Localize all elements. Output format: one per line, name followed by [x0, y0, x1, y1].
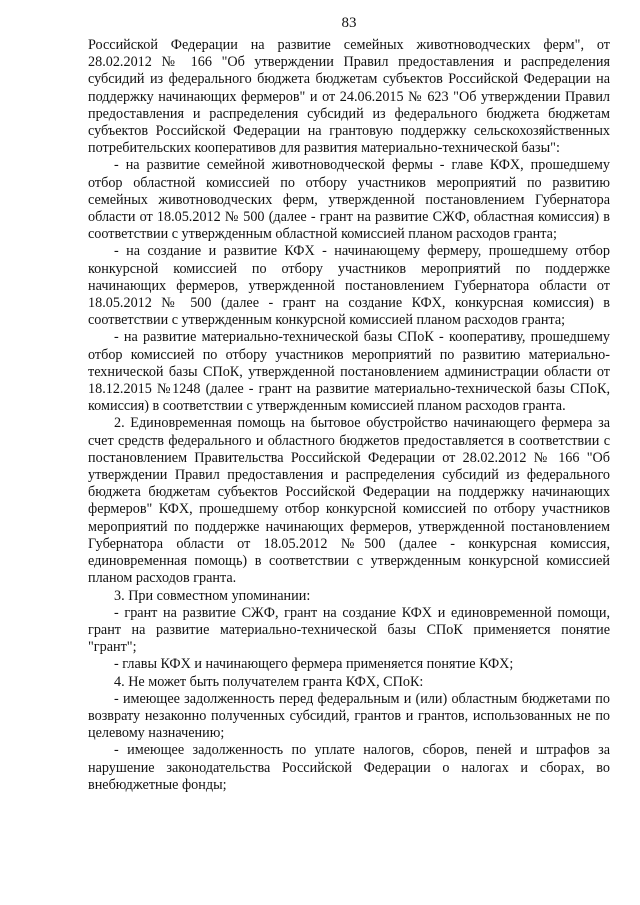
paragraph-item-3: 3. При совместном упоминании:	[114, 587, 311, 604]
paragraph-grant-szhf: - на развитие семейной животноводческой фермы - главе КФХ, прошедшему отбор областной комиссией по отбору участников мероприятий по развитию семейных животноводческих ферм, утвержденной постановлением Губернатора области от 18.05.2012 № 500 (далее - грант на развитие СЖФ, областная комиссия) в соответствии с утвержденным областной комиссией планом расходов гранта;	[88, 157, 610, 243]
page-number: 83	[341, 15, 357, 31]
paragraph-grant-kfh: - на создание и развитие КФХ - начинающему фермеру, прошедшему отбор конкурсной комиссией по отбору участников мероприятий по поддержке начинающих фермеров, утвержденной постановлением Губернатора области от 18.05.2012 № 500 (далее - грант на создание КФХ, конкурсная комиссия) в соответствии с утвержденным конкурсной комиссией планом расходов гранта;	[88, 243, 610, 329]
paragraph-grant-definition: - грант на развитие СЖФ, грант на создание КФХ и единовременной помощи, грант на развитие материально-технической базы СПоК применяется понятие "грант";	[88, 604, 610, 656]
paragraph-item-4: 4. Не может быть получателем гранта КФХ, СПоК:	[114, 673, 424, 690]
paragraph-grant-spok: - на развитие материально-технической базы СПоК - кооперативу, прошедшему отбор комиссией по отбору участников мероприятий по развитию материально-технической базы СПоК, утвержденной постановлением администрации области от 18.12.2015 №1248 (далее - грант на развитие материально-технической базы СПоК, комиссия) в соответствии с утвержденным комиссией планом расходов гранта.	[88, 329, 610, 415]
paragraph-kfh-definition: - главы КФХ и начинающего фермера применяется понятие КФХ;	[114, 656, 514, 673]
paragraph-item-2: 2. Единовременная помощь на бытовое обустройство начинающего фермера за счет средств федерального и областного бюджетов предоставляется в соответствии с постановлением Правительства Российской Федерации от 28.02.2012 № 166 "Об утверждении Правил предоставления и распределения субсидий из федерального бюджета бюджетам субъектов Российской Федерации на поддержку начинающих фермеров" КФХ, прошедшему отбор конкурсной комиссией по отбору участников мероприятий по поддержке начинающих фермеров, утвержденной постановлением Губернатора области от 18.05.2012 №500 (далее - конкурсная комиссия, единовременная помощь) в соответствии с утвержденным конкурсной комиссией планом расходов гранта.	[88, 415, 610, 587]
paragraph-tax-debt: - имеющее задолженность по уплате налогов, сборов, пеней и штрафов за нарушение законодательства Российской Федерации о налогах и сборах, во внебюджетные фонды;	[88, 742, 610, 793]
paragraph-intro: Российской Федерации на развитие семейных животноводческих ферм", от 28.02.2012 № 166 "Об утверждении Правил предоставления и распределения субсидий из федерального бюджета бюджетам субъектов Российской Федерации на поддержку начинающих фермеров" и от 24.06.2015 № 623 "Об утверждении Правил предоставления и распределения субсидий из федерального бюджета бюджетам субъектов Российской Федерации на грантовую поддержку сельскохозяйственных потребительских кооперативов для развития материально-технической базы":	[88, 37, 610, 157]
paragraph-budget-debt: - имеющее задолженность перед федеральным и (или) областным бюджетами по возврату незаконно полученных субсидий, грантов и грантов, использованных не по целевому назначению;	[88, 690, 610, 742]
